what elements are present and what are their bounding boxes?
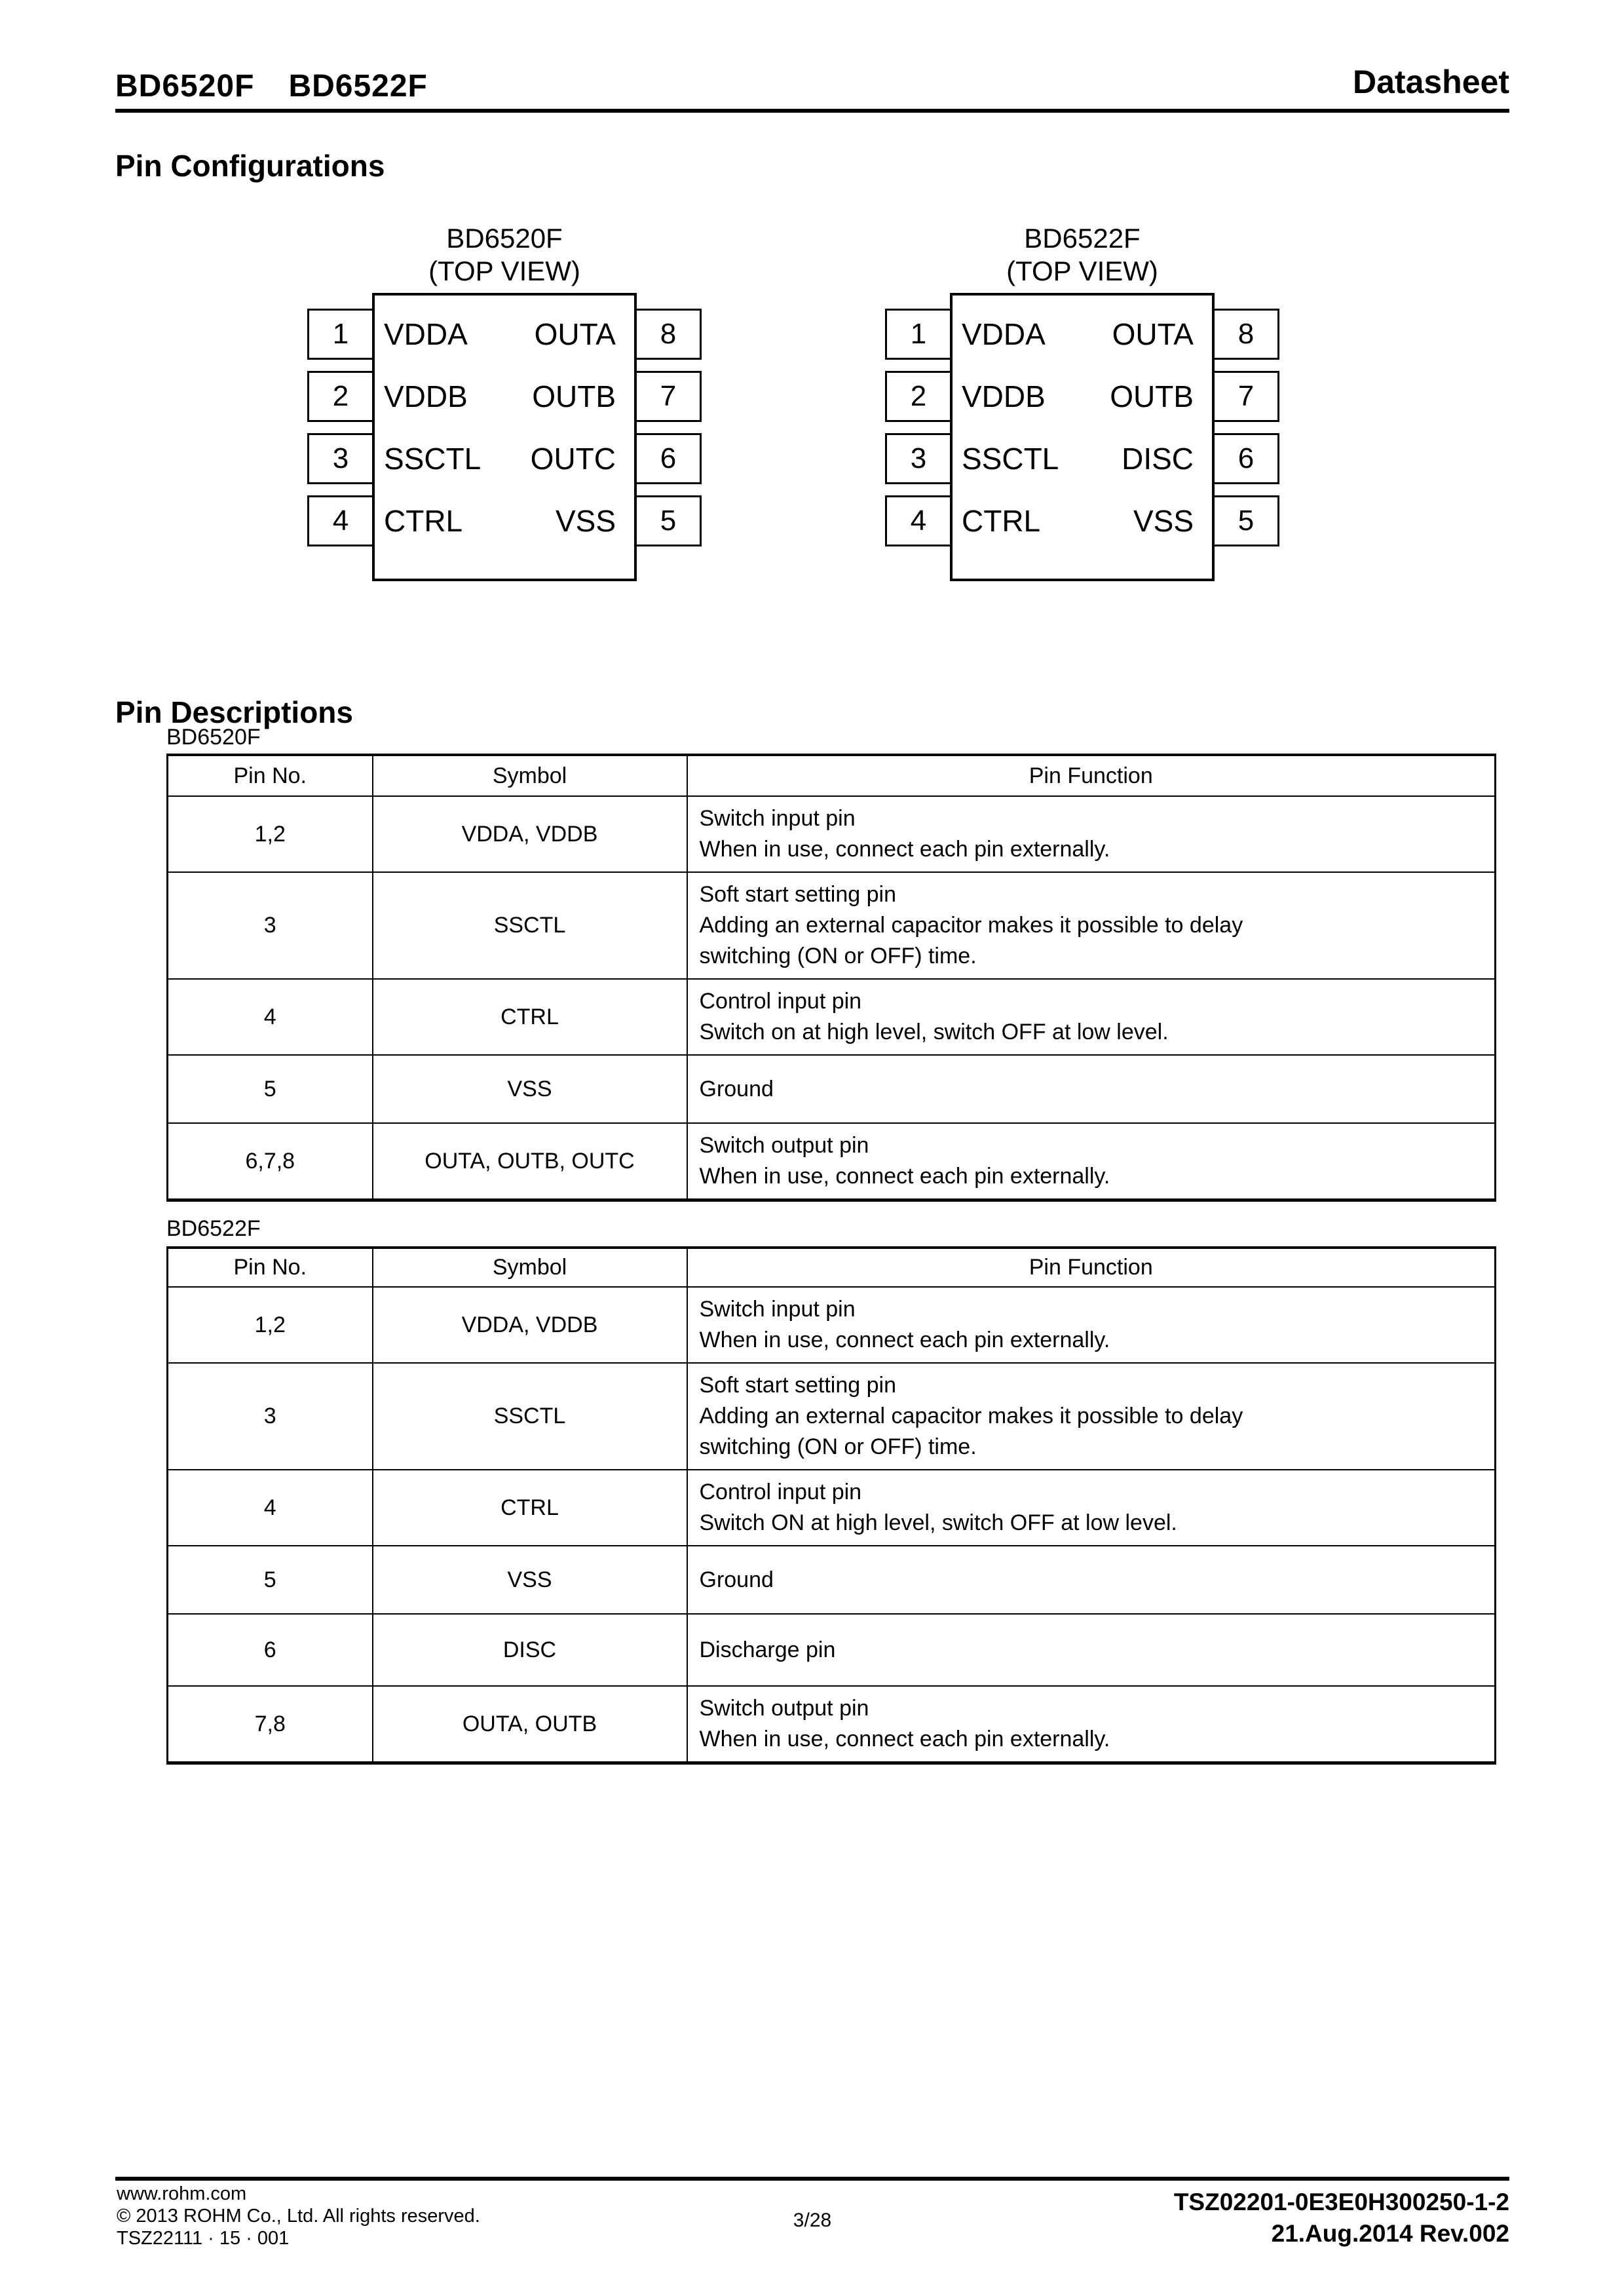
pin-table-bd6522f [166, 1246, 1496, 1765]
pin-name-label-outb: OUTB [1110, 379, 1194, 413]
function-cell [687, 1546, 1496, 1614]
column-header-symbol: Symbol [373, 1248, 687, 1287]
pin-name-label-outa: OUTA [1112, 317, 1194, 351]
pin-name-label-disc: DISC [1122, 442, 1194, 476]
symbol-cell: OUTA, OUTB, OUTC [373, 1123, 687, 1200]
function-cell [687, 1470, 1496, 1546]
pin-number-box-3: 3 [885, 433, 952, 484]
table-row [168, 1546, 1496, 1614]
pin-name-label-vdda: VDDA [384, 317, 468, 351]
table-row [168, 796, 1496, 872]
table-row [168, 1614, 1496, 1686]
symbol-cell: VSS [373, 1055, 687, 1123]
table-caption-bd6522f: BD6522F [166, 1216, 261, 1241]
function-line: Adding an external capacitor makes it possible to delay [699, 913, 1243, 938]
function-line: Switch ON at high level, switch OFF at low level. [699, 1510, 1177, 1535]
function-line: Switch on at high level, switch OFF at low level. [699, 1020, 1169, 1044]
pin-name-label-vss: VSS [1133, 504, 1194, 538]
pin-number-box-2: 2 [885, 371, 952, 422]
footer-page-number: 3/28 [793, 2210, 832, 2231]
column-header-symbol: Symbol [373, 755, 687, 796]
table-row [168, 1123, 1496, 1200]
symbol-cell: CTRL [373, 979, 687, 1055]
function-line: Switch output pin [699, 1696, 869, 1721]
function-line: Soft start setting pin [699, 1373, 896, 1398]
function-cell [687, 796, 1496, 872]
symbol-cell: SSCTL [373, 1363, 687, 1470]
pin-name-label-ssctl: SSCTL [384, 442, 482, 476]
symbol-cell: CTRL [373, 1470, 687, 1546]
function-line: When in use, connect each pin externally. [699, 1164, 1110, 1189]
table-row [168, 1055, 1496, 1123]
pin-number-box-6: 6 [1213, 433, 1279, 484]
pin-number-box-7: 7 [1213, 371, 1279, 422]
pin-no-cell: 3 [168, 872, 373, 979]
table-row [168, 979, 1496, 1055]
function-line: Switch output pin [699, 1133, 869, 1158]
table-row [168, 1363, 1496, 1470]
pin-no-cell: 7,8 [168, 1686, 373, 1763]
function-cell [687, 1055, 1496, 1123]
diagram-title: BD6520F [446, 223, 563, 254]
function-cell [687, 1123, 1496, 1200]
function-cell [687, 1363, 1496, 1470]
column-header-pin-function: Pin Function [687, 755, 1496, 796]
pin-number-box-3: 3 [307, 433, 374, 484]
pin-number-box-6: 6 [635, 433, 702, 484]
pin-name-label-outb: OUTB [532, 379, 616, 413]
pin-no-cell: 3 [168, 1363, 373, 1470]
product-name-bd6520f: BD6520F [115, 69, 255, 104]
pin-number-box-5: 5 [635, 495, 702, 546]
function-line: Ground [699, 1076, 774, 1101]
pin-number-box-1: 1 [885, 309, 952, 360]
section-heading-pin-descriptions: Pin Descriptions [115, 695, 353, 729]
symbol-cell: OUTA, OUTB [373, 1686, 687, 1763]
footer-copyright: © 2013 ROHM Co., Ltd. All rights reserved. [117, 2206, 480, 2227]
pin-no-cell: 6 [168, 1614, 373, 1686]
pin-number-box-4: 4 [307, 495, 374, 546]
pin-table-bd6520f [166, 754, 1496, 1202]
pin-no-cell: 4 [168, 979, 373, 1055]
pin-number-box-7: 7 [635, 371, 702, 422]
pin-no-cell: 1,2 [168, 1287, 373, 1363]
pin-no-cell: 5 [168, 1055, 373, 1123]
header-rule [115, 109, 1509, 113]
column-header-pin-no: Pin No. [168, 755, 373, 796]
pin-number-box-8: 8 [635, 309, 702, 360]
symbol-cell: VDDA, VDDB [373, 1287, 687, 1363]
function-line: Switch input pin [699, 1297, 856, 1322]
pin-no-cell: 4 [168, 1470, 373, 1546]
section-heading-pin-configurations: Pin Configurations [115, 149, 385, 183]
footer-doc-number: TSZ22111 · 15 · 001 [117, 2228, 290, 2249]
pin-name-label-ctrl: CTRL [384, 504, 463, 538]
diagram-title: BD6522F [1024, 223, 1141, 254]
pin-number-box-1: 1 [307, 309, 374, 360]
symbol-cell: VSS [373, 1546, 687, 1614]
function-line: switching (ON or OFF) time. [699, 944, 977, 968]
function-cell [687, 1614, 1496, 1686]
function-line: Control input pin [699, 989, 862, 1014]
pin-no-cell: 1,2 [168, 796, 373, 872]
table-row [168, 1686, 1496, 1763]
table-row [168, 1287, 1496, 1363]
footer-website: www.rohm.com [117, 2183, 247, 2204]
product-name-bd6522f: BD6522F [288, 69, 428, 104]
column-header-pin-function: Pin Function [687, 1248, 1496, 1287]
pin-name-label-vddb: VDDB [962, 379, 1046, 413]
footer-doc-code: TSZ02201-0E3E0H300250-1-2 [1173, 2189, 1509, 2215]
function-line: Control input pin [699, 1480, 862, 1504]
table-row [168, 1470, 1496, 1546]
symbol-cell: VDDA, VDDB [373, 796, 687, 872]
function-line: Ground [699, 1567, 774, 1592]
footer-revision: 21.Aug.2014 Rev.002 [1271, 2220, 1509, 2247]
pin-name-label-outa: OUTA [534, 317, 616, 351]
function-line: Discharge pin [699, 1637, 836, 1662]
function-cell [687, 1287, 1496, 1363]
header-product-title [115, 68, 428, 104]
diagram-subtitle: (TOP VIEW) [428, 256, 580, 286]
pin-number-box-4: 4 [885, 495, 952, 546]
footer-rule [115, 2177, 1509, 2181]
function-cell [687, 979, 1496, 1055]
pin-no-cell: 5 [168, 1546, 373, 1614]
pin-name-label-ctrl: CTRL [962, 504, 1041, 538]
pin-number-box-2: 2 [307, 371, 374, 422]
pin-number-box-5: 5 [1213, 495, 1279, 546]
symbol-cell: SSCTL [373, 872, 687, 979]
table-row [168, 872, 1496, 979]
function-cell [687, 1686, 1496, 1763]
pin-no-cell: 6,7,8 [168, 1123, 373, 1200]
datasheet-label: Datasheet [1353, 64, 1509, 100]
pin-name-label-vddb: VDDB [384, 379, 468, 413]
pin-name-label-vss: VSS [555, 504, 616, 538]
pin-name-label-vdda: VDDA [962, 317, 1046, 351]
pin-name-label-outc: OUTC [530, 442, 616, 476]
table-caption-bd6520f: BD6520F [166, 725, 261, 750]
pin-number-box-8: 8 [1213, 309, 1279, 360]
function-line: Soft start setting pin [699, 882, 896, 907]
function-line: When in use, connect each pin externally. [699, 837, 1110, 862]
function-line: Switch input pin [699, 806, 856, 831]
function-line: When in use, connect each pin externally. [699, 1727, 1110, 1751]
pin-name-label-ssctl: SSCTL [962, 442, 1059, 476]
column-header-pin-no: Pin No. [168, 1248, 373, 1287]
symbol-cell: DISC [373, 1614, 687, 1686]
function-cell [687, 872, 1496, 979]
function-line: Adding an external capacitor makes it possible to delay [699, 1404, 1243, 1428]
function-line: When in use, connect each pin externally. [699, 1328, 1110, 1352]
function-line: switching (ON or OFF) time. [699, 1434, 977, 1459]
diagram-subtitle: (TOP VIEW) [1006, 256, 1158, 286]
